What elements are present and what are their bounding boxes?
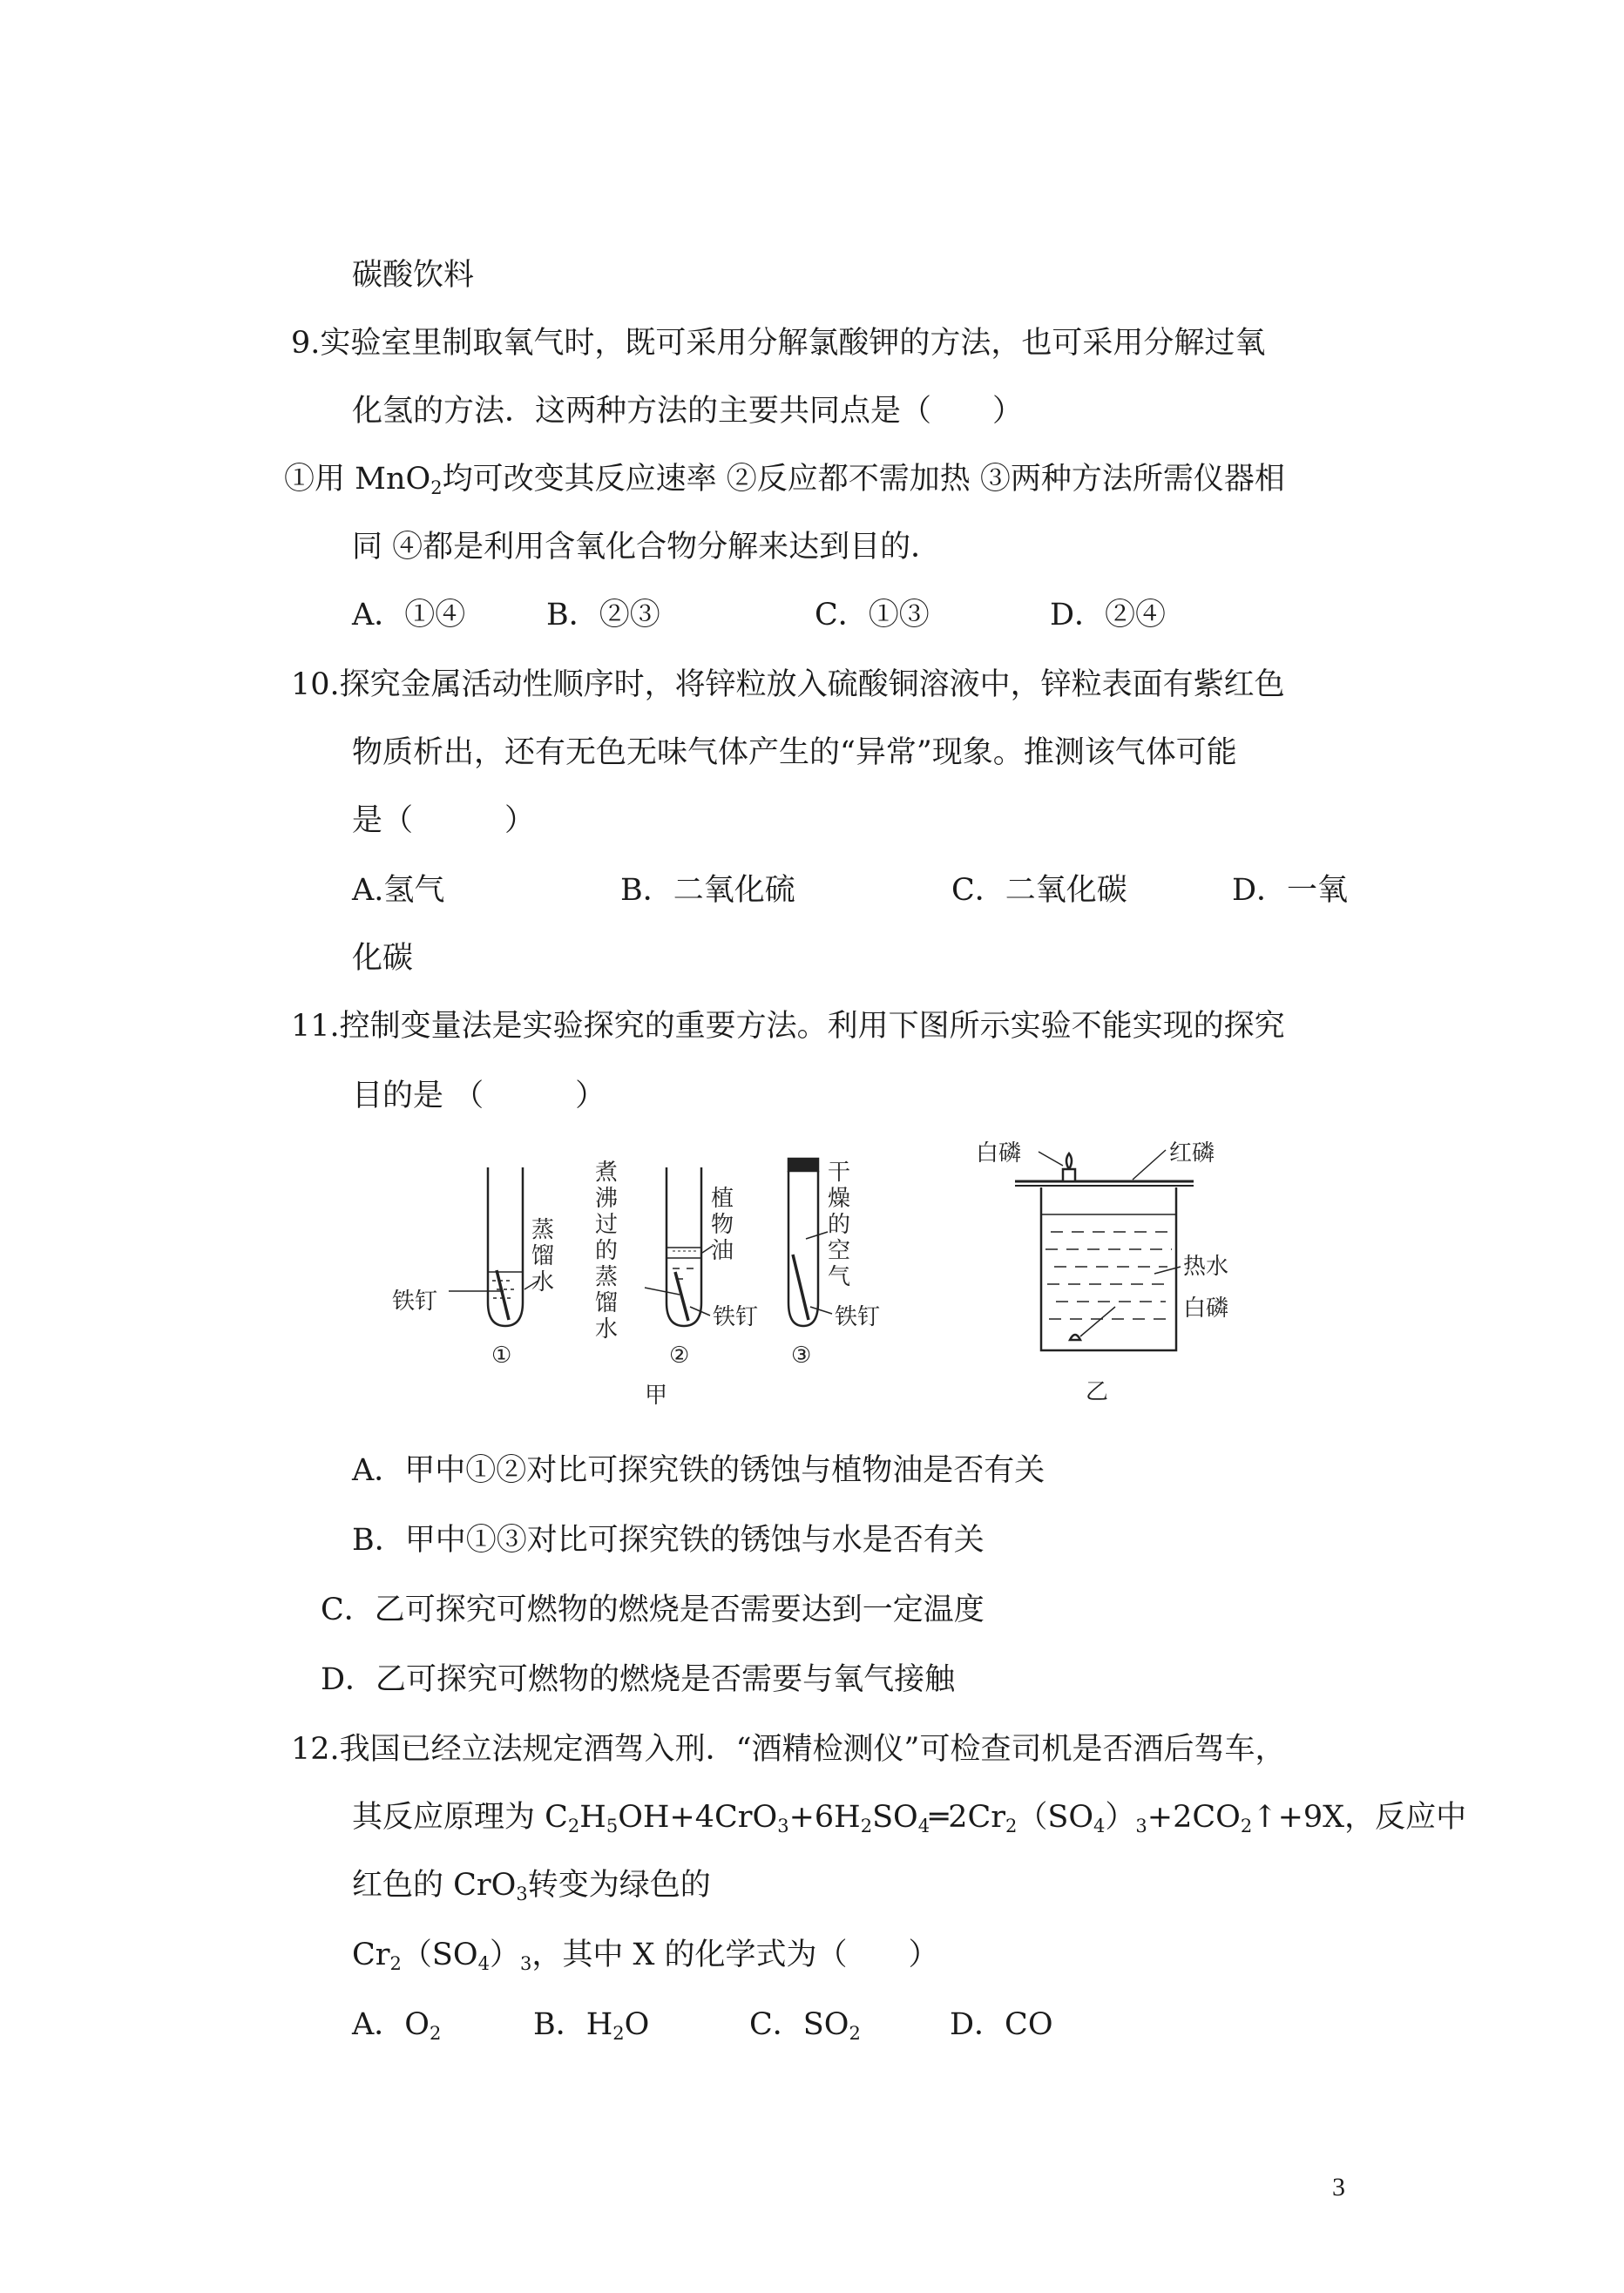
svg-text:煮: 煮	[595, 1160, 619, 1186]
question-9-line-3: ①用 MnO$_2$均可改变其反应速率 ②反应都不需加热 ③两种方法所需仪器相	[284, 462, 1285, 498]
svg-text:物: 物	[711, 1212, 734, 1238]
test-tube-2	[645, 1167, 713, 1326]
question-9-line-2: 化氢的方法．这两种方法的主要共同点是（ ）	[352, 394, 1024, 429]
test-tube-3	[788, 1159, 832, 1326]
question-10-line-2: 物质析出，还有无色无味气体产生的“异常”现象。推测该气体可能	[352, 735, 1237, 770]
label-iron-nail-1: 铁钉	[392, 1289, 438, 1315]
question-10-line-1: 10.探究金属活动性顺序时，将锌粒放入硫酸铜溶液中，锌粒表面有紫红色	[291, 667, 1285, 702]
label-boiled-distilled-water	[595, 1160, 618, 1343]
experiment-figure	[366, 1141, 1307, 1420]
svg-text:馏: 馏	[595, 1290, 619, 1316]
question-12-line-4: $Cr_2(SO_4)_3$，其中 X 的化学式为（ ）	[352, 1938, 939, 1974]
label-hot-water: 热水	[1183, 1254, 1229, 1280]
label-red-phosphorus: 红磷	[1169, 1141, 1215, 1167]
svg-text:水: 水	[595, 1316, 619, 1343]
svg-text:水: 水	[531, 1269, 555, 1295]
tube-1-label: ①	[491, 1343, 512, 1369]
label-dry-air	[828, 1160, 850, 1290]
q10-option-a: A.氢气	[352, 873, 445, 908]
q10-option-b: B．二氧化硫	[620, 873, 795, 908]
group-jia-label: 甲	[645, 1383, 668, 1409]
svg-text:沸: 沸	[595, 1186, 619, 1212]
q9-option-b: B．②③	[546, 598, 660, 632]
label-iron-nail-3: 铁钉	[835, 1304, 881, 1330]
label-white-phosphorus-top: 白磷	[976, 1141, 1022, 1167]
svg-text:气: 气	[828, 1264, 851, 1290]
label-white-phosphorus-bottom: 白磷	[1183, 1295, 1229, 1322]
q11-option-c: C．乙可探究可燃物的燃烧是否需要达到一定温度	[321, 1593, 985, 1627]
question-12-line-3: 红色的 CrO$_3$转变为绿色的	[352, 1868, 711, 1904]
svg-text:过: 过	[595, 1212, 619, 1238]
q11-option-b: B．甲中①③对比可探究铁的锈蚀与水是否有关	[352, 1523, 985, 1558]
beaker-setup	[1015, 1150, 1194, 1350]
svg-text:干: 干	[828, 1160, 851, 1186]
q12-option-b: B．$H_2O$	[533, 2007, 650, 2044]
question-12-reaction-equation: 其反应原理为 $C_2H_5OH+4CrO_3+6H_2SO_4═2Cr_2(SO_4)_3+2CO_2↑+9X$，反应中	[352, 1800, 1467, 1836]
page-number: 3	[1332, 2173, 1345, 2202]
q11-option-d: D．乙可探究可燃物的燃烧是否需要与氧气接触	[321, 1662, 956, 1697]
q11-option-a: A．甲中①②对比可探究铁的锈蚀与植物油是否有关	[352, 1453, 1045, 1488]
label-iron-nail-2: 铁钉	[713, 1304, 759, 1330]
tube-2-label: ②	[669, 1343, 690, 1369]
svg-text:植: 植	[711, 1186, 734, 1212]
q9-option-a: A．①④	[352, 598, 466, 632]
svg-text:蒸: 蒸	[531, 1217, 555, 1243]
question-11-line-1: 11.控制变量法是实验探究的重要方法。利用下图所示实验不能实现的探究	[291, 1009, 1285, 1044]
q12-option-d: D．CO	[950, 2007, 1053, 2042]
group-yi-label: 乙	[1086, 1379, 1109, 1405]
svg-text:馏: 馏	[531, 1243, 555, 1269]
svg-text:燥: 燥	[828, 1186, 851, 1212]
svg-text:油: 油	[711, 1238, 734, 1264]
text-line: 碳酸饮料	[352, 258, 475, 293]
svg-text:的: 的	[828, 1212, 851, 1238]
svg-text:蒸: 蒸	[595, 1264, 619, 1290]
question-10-line-4: 化碳	[352, 941, 414, 976]
question-10-line-3: 是（ ）	[352, 803, 536, 838]
svg-text:空: 空	[828, 1238, 851, 1264]
label-distilled-water	[531, 1217, 554, 1295]
q10-option-d: D．一氧	[1232, 873, 1349, 908]
question-9-line-1: 9.实验室里制取氧气时，既可采用分解氯酸钾的方法，也可采用分解过氧	[291, 326, 1266, 361]
q12-option-c: C．$SO_2$	[749, 2007, 861, 2044]
label-vegetable-oil	[711, 1186, 734, 1264]
tube-3-label: ③	[791, 1343, 812, 1369]
test-tube-1	[449, 1167, 538, 1326]
question-12-line-1: 12.我国已经立法规定酒驾入刑．“酒精检测仪”可检查司机是否酒后驾车，	[291, 1732, 1286, 1767]
q9-option-d: D．②④	[1050, 598, 1167, 632]
svg-text:的: 的	[595, 1238, 619, 1264]
question-9-line-4: 同 ④都是利用含氧化合物分解来达到目的．	[352, 530, 942, 565]
question-11-line-2: 目的是 （ ）	[352, 1079, 606, 1113]
q9-option-c: C．①③	[815, 598, 930, 632]
q12-option-a: A．$O_2$	[352, 2007, 442, 2044]
q10-option-c: C．二氧化碳	[951, 873, 1127, 908]
